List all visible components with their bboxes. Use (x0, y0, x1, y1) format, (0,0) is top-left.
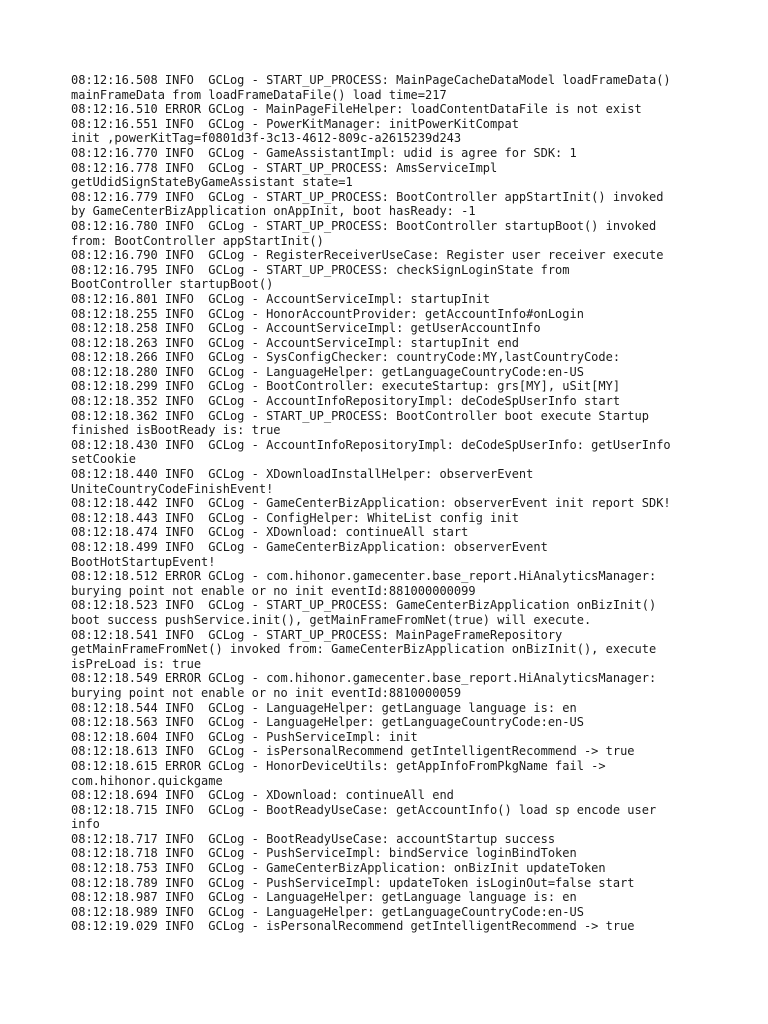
log-line: 08:12:18.715 INFO GCLog - BootReadyUseCase: getAccountInfo() load sp encode user (71, 802, 657, 817)
log-line: 08:12:18.717 INFO GCLog - BootReadyUseCase: accountStartup success (71, 831, 556, 846)
log-line: 08:12:18.263 INFO GCLog - AccountServiceImpl: startupInit end (71, 335, 519, 350)
log-line: 08:12:18.362 INFO GCLog - START_UP_PROCESS: BootController boot execute Startup (71, 408, 649, 423)
log-line: setCookie (71, 452, 137, 467)
log-line: BootHotStartupEvent! (71, 554, 216, 569)
log-line: mainFrameData from loadFrameDataFile() load time=217 (71, 87, 447, 102)
log-line: 08:12:18.299 INFO GCLog - BootController: executeStartup: grs[MY], uSit[MY] (71, 379, 621, 394)
log-line: from: BootController appStartInit() (71, 233, 324, 248)
log-line: 08:12:18.615 ERROR GCLog - HonorDeviceUtils: getAppInfoFromPkgName fail -> (71, 758, 606, 773)
log-line: finished isBootReady is: true (71, 423, 281, 438)
log-line: 08:12:18.989 INFO GCLog - LanguageHelper: getLanguageCountryCode:en-US (71, 904, 584, 919)
log-line: com.hihonor.quickgame (71, 773, 223, 788)
log-line: info (71, 817, 100, 832)
log-line: 08:12:16.795 INFO GCLog - START_UP_PROCESS: checkSignLoginState from (71, 262, 570, 277)
log-text-block (71, 73, 711, 934)
log-line: 08:12:18.443 INFO GCLog - ConfigHelper: WhiteList config init (71, 510, 519, 525)
log-line: getMainFrameFromNet() invoked from: GameCenterBizApplication onBizInit(), execute (71, 642, 657, 657)
log-line: 08:12:18.440 INFO GCLog - XDownloadInstallHelper: observerEvent (71, 467, 534, 482)
log-line: burying point not enable or no init eventId:8810000059 (71, 685, 462, 700)
log-line: 08:12:18.549 ERROR GCLog - com.hihonor.gamecenter.base_report.HiAnalyticsManager: (71, 671, 657, 686)
log-line: 08:12:16.778 INFO GCLog - START_UP_PROCESS: AmsServiceImpl (71, 160, 498, 175)
log-line: 08:12:16.510 ERROR GCLog - MainPageFileHelper: loadContentDataFile is not exist (71, 102, 642, 117)
log-line: 08:12:18.718 INFO GCLog - PushServiceImpl: bindService loginBindToken (71, 846, 577, 861)
log-line: 08:12:16.779 INFO GCLog - START_UP_PROCESS: BootController appStartInit() invoked (71, 189, 664, 204)
log-line: 08:12:18.544 INFO GCLog - LanguageHelper: getLanguage language is: en (71, 700, 577, 715)
log-line: 08:12:18.987 INFO GCLog - LanguageHelper: getLanguage language is: en (71, 890, 577, 905)
log-line: 08:12:18.523 INFO GCLog - START_UP_PROCESS: GameCenterBizApplication onBizInit() (71, 598, 657, 613)
log-line: burying point not enable or no init eventId:881000000099 (71, 583, 476, 598)
log-line: init ,powerKitTag=f0801d3f-3c13-4612-809c-a2615239d243 (71, 131, 462, 146)
log-line: 08:12:16.801 INFO GCLog - AccountServiceImpl: startupInit (71, 291, 491, 306)
log-line: 08:12:18.789 INFO GCLog - PushServiceImpl: updateToken isLoginOut=false start (71, 875, 635, 890)
log-line: 08:12:18.512 ERROR GCLog - com.hihonor.gamecenter.base_report.HiAnalyticsManager: (71, 569, 657, 584)
log-line: 08:12:18.255 INFO GCLog - HonorAccountProvider: getAccountInfo#onLogin (71, 306, 584, 321)
log-line: 08:12:18.442 INFO GCLog - GameCenterBizApplication: observerEvent init report SDK! (71, 496, 671, 511)
log-line: 08:12:18.352 INFO GCLog - AccountInfoRepositoryImpl: deCodeSpUserInfo start (71, 394, 621, 409)
log-line: by GameCenterBizApplication onAppInit, boot hasReady: -1 (71, 204, 476, 219)
log-line: 08:12:18.474 INFO GCLog - XDownload: continueAll start (71, 525, 469, 540)
log-line: 08:12:18.430 INFO GCLog - AccountInfoRepositoryImpl: deCodeSpUserInfo: getUserInfo (71, 437, 671, 452)
log-line: 08:12:18.541 INFO GCLog - START_UP_PROCESS: MainPageFrameRepository (71, 627, 563, 642)
log-line: 08:12:16.551 INFO GCLog - PowerKitManager: initPowerKitCompat (71, 116, 519, 131)
log-line: 08:12:18.499 INFO GCLog - GameCenterBizApplication: observerEvent (71, 540, 548, 554)
log-line: 08:12:16.790 INFO GCLog - RegisterReceiverUseCase: Register user receiver execute (71, 248, 664, 263)
log-line: boot success pushService.init(), getMainFrameFromNet(true) will execute. (71, 612, 592, 627)
log-line: isPreLoad is: true (71, 656, 202, 671)
log-line: 08:12:18.604 INFO GCLog - PushServiceImpl: init (71, 729, 418, 744)
log-line: 08:12:19.029 INFO GCLog - isPersonalRecommend getIntelligentRecommend -> true (71, 919, 635, 934)
log-line: BootController startupBoot() (71, 277, 274, 292)
log-line: 08:12:18.753 INFO GCLog - GameCenterBizApplication: onBizInit updateToken (71, 861, 606, 876)
log-line: 08:12:18.280 INFO GCLog - LanguageHelper: getLanguageCountryCode:en-US (71, 364, 584, 379)
log-line: 08:12:18.258 INFO GCLog - AccountServiceImpl: getUserAccountInfo (71, 321, 541, 336)
log-line: 08:12:18.563 INFO GCLog - LanguageHelper: getLanguageCountryCode:en-US (71, 715, 584, 730)
log-line: 08:12:18.694 INFO GCLog - XDownload: continueAll end (71, 788, 454, 803)
log-line: 08:12:16.780 INFO GCLog - START_UP_PROCESS: BootController startupBoot() invoked (71, 218, 657, 233)
log-line: UniteCountryCodeFinishEvent! (71, 481, 274, 496)
log-line: getUdidSignStateByGameAssistant state=1 (71, 175, 353, 190)
log-line: 08:12:16.508 INFO GCLog - START_UP_PROCESS: MainPageCacheDataModel loadFrameData() (71, 73, 671, 87)
log-line: 08:12:18.613 INFO GCLog - isPersonalRecommend getIntelligentRecommend -> true (71, 744, 635, 759)
log-line: 08:12:18.266 INFO GCLog - SysConfigChecker: countryCode:MY,lastCountryCode: (71, 350, 621, 365)
log-line: 08:12:16.770 INFO GCLog - GameAssistantImpl: udid is agree for SDK: 1 (71, 145, 577, 160)
